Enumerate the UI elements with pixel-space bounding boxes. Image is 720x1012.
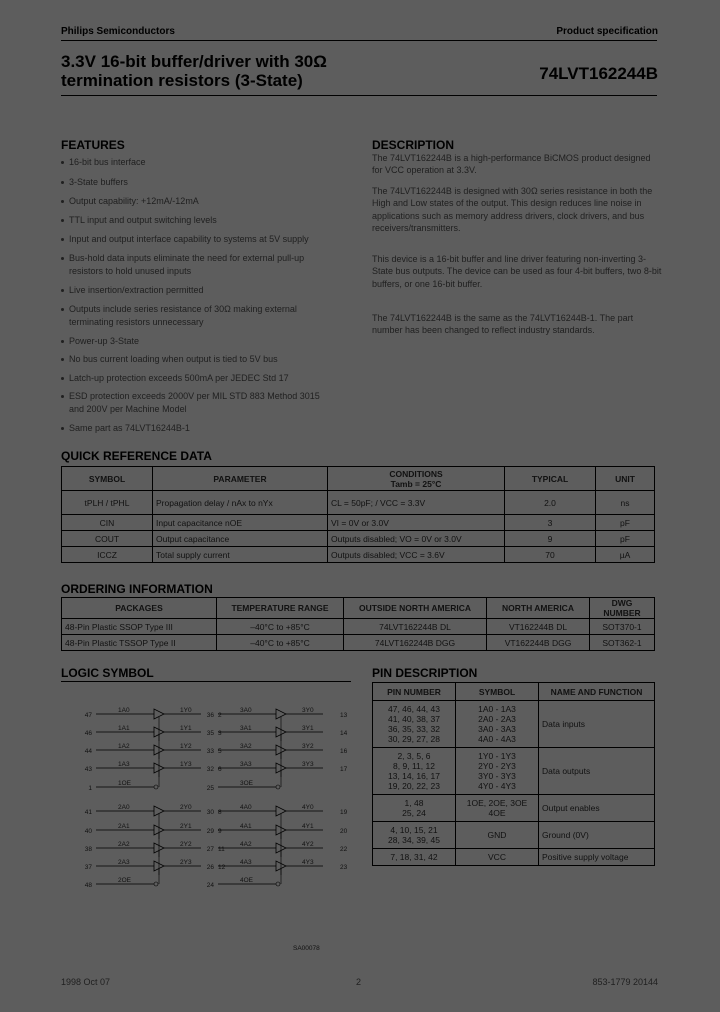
- pin-number-label: 44: [84, 748, 92, 755]
- pin-number-label: 23: [340, 864, 348, 871]
- pin-number-line: 13, 14, 16, 17: [388, 771, 440, 781]
- feature-text: Input and output interface capability to systems at 5V supply: [69, 234, 309, 244]
- ordering-cell: 74LVT162244B DGG: [344, 635, 487, 651]
- qr-cell-parameter: Total supply current: [153, 547, 328, 563]
- output-signal-label: 3Y1: [302, 725, 314, 732]
- ordering-cell: 74LVT162244B DL: [344, 619, 487, 635]
- pin-col-number: PIN NUMBER: [373, 683, 456, 701]
- table-row: [373, 849, 655, 866]
- pin-symbol-cell: [456, 822, 539, 849]
- logic-heading-rule: [61, 681, 351, 682]
- conditions-label: CONDITIONS: [389, 468, 443, 479]
- description-para-3: This device is a 16-bit buffer and line driver featuring non-inverting 3-State bus outputs. The device can be used as four 4-bit buffers, two 8-bit buffers, or one 16-bit buffer.: [372, 254, 662, 289]
- output-signal-label: 2Y0: [180, 804, 192, 811]
- pin-number-line: 2, 3, 5, 6: [397, 751, 431, 761]
- col-typical: TYPICAL: [505, 467, 596, 491]
- qr-cell-unit: ns: [596, 491, 655, 515]
- pin-number-label: 24: [206, 882, 214, 889]
- output-signal-label: 2Y1: [180, 823, 192, 830]
- ordering-cell: 48-Pin Plastic TSSOP Type II: [62, 635, 217, 651]
- pin-number-label: 36: [206, 712, 214, 719]
- pin-number-line: 4, 10, 15, 21: [390, 825, 438, 835]
- pin-symbol-line: 3A0 - 3A3: [478, 724, 516, 734]
- quick-reference-table: [61, 466, 655, 563]
- pin-number-line: 25, 24: [402, 808, 426, 818]
- pin-number-label: 16: [340, 748, 348, 755]
- pin-number-label: 33: [206, 748, 214, 755]
- bullet-icon: [61, 161, 64, 164]
- ordering-cell: SOT362-1: [590, 635, 655, 651]
- input-signal-label: 4A3: [240, 859, 252, 866]
- input-signal-label: 3A3: [240, 761, 252, 768]
- ordering-cell: –40°C to +85°C: [217, 635, 344, 651]
- bullet-icon: [61, 181, 64, 184]
- pin-numbers-cell: [373, 795, 456, 822]
- ordering-col: DWG NUMBER: [590, 598, 655, 619]
- feature-item: [61, 233, 309, 245]
- pin-symbol-line: 2Y0 - 2Y3: [478, 761, 516, 771]
- input-signal-label: 1A1: [118, 725, 130, 732]
- pin-col-function: NAME AND FUNCTION: [539, 683, 655, 701]
- bullet-icon: [61, 308, 64, 311]
- pin-symbol-line: 2A0 - 2A3: [478, 714, 516, 724]
- feature-text: Latch-up protection exceeds 500mA per JEDEC Std 17: [69, 373, 289, 383]
- pin-symbol-cell: [456, 795, 539, 822]
- pin-number-label: 14: [340, 730, 348, 737]
- pin-number-line: 8, 9, 11, 12: [393, 761, 435, 771]
- qr-cell-typical: 2.0: [505, 491, 596, 515]
- bullet-icon: [61, 358, 64, 361]
- input-signal-label: 3OE: [240, 780, 254, 787]
- output-signal-label: 1Y2: [180, 743, 192, 750]
- pin-number-line: 47, 46, 44, 43: [388, 704, 440, 714]
- pin-number-label: 19: [340, 809, 348, 816]
- pin-number-label: 30: [206, 809, 214, 816]
- qr-cell-symbol: tPLH / tPHL: [62, 491, 153, 515]
- pin-number-label: 5: [218, 748, 222, 755]
- pin-number-label: 22: [340, 846, 348, 853]
- output-signal-label: 1Y0: [180, 707, 192, 714]
- table-row: [62, 515, 655, 531]
- footer-page: 2: [356, 977, 362, 987]
- input-signal-label: 1A0: [118, 707, 130, 714]
- inversion-bubble-icon: [276, 882, 280, 886]
- pin-symbol-line: 4A0 - 4A3: [478, 734, 516, 744]
- pin-symbol-line: GND: [487, 830, 507, 840]
- qr-cell-conditions: CL = 50pF; / VCC = 3.3V: [328, 491, 505, 515]
- input-signal-label: 2A0: [118, 804, 130, 811]
- pin-number-label: 48: [84, 882, 92, 889]
- pin-col-symbol: SYMBOL: [456, 683, 539, 701]
- feature-text: No bus current loading when output is tied to 5V bus: [69, 354, 278, 364]
- qr-cell-conditions: VI = 0V or 3.0V: [328, 515, 505, 531]
- pin-number-label: 37: [84, 864, 92, 871]
- pin-symbol-line: 4Y0 - 4Y3: [478, 781, 516, 791]
- feature-text: 3-State buffers: [69, 177, 128, 187]
- title-rule: [61, 95, 657, 96]
- bullet-icon: [61, 427, 64, 430]
- input-signal-label: 4A2: [240, 841, 252, 848]
- pin-numbers-cell: [373, 748, 456, 795]
- table-row: [62, 531, 655, 547]
- pin-function-cell: Positive supply voltage: [539, 849, 655, 866]
- company-name: Philips Semiconductors: [61, 26, 175, 37]
- pin-description-heading: PIN DESCRIPTION: [372, 666, 478, 680]
- pin-number-label: 9: [218, 828, 222, 835]
- feature-text: TTL input and output switching levels: [69, 215, 217, 225]
- output-signal-label: 2Y2: [180, 841, 192, 848]
- pin-number-label: 41: [84, 809, 92, 816]
- pin-function-cell: Output enables: [539, 795, 655, 822]
- pin-number-label: 17: [340, 766, 348, 773]
- figure-code-label: SA00078: [293, 945, 320, 952]
- pin-symbol-line: 1A0 - 1A3: [478, 704, 516, 714]
- bullet-icon: [61, 289, 64, 292]
- qr-cell-parameter: Output capacitance: [153, 531, 328, 547]
- feature-text: Same part as 74LVT16244B-1: [69, 423, 190, 433]
- pin-number-label: 35: [206, 730, 214, 737]
- inversion-bubble-icon: [276, 785, 280, 789]
- qr-cell-typical: 3: [505, 515, 596, 531]
- output-signal-label: 4Y3: [302, 859, 314, 866]
- qr-cell-conditions: Outputs disabled; VO = 0V or 3.0V: [328, 531, 505, 547]
- ordering-col: PACKAGES: [62, 598, 217, 619]
- feature-item: [61, 372, 289, 384]
- input-signal-label: 3A1: [240, 725, 252, 732]
- input-signal-label: 2A2: [118, 841, 130, 848]
- col-symbol: SYMBOL: [62, 467, 153, 491]
- pin-number-label: 20: [340, 828, 348, 835]
- feature-text: and 200V per Machine Model: [69, 404, 187, 414]
- pin-number-line: 30, 29, 27, 28: [388, 734, 440, 744]
- pin-symbol-cell: [456, 701, 539, 748]
- table-row: [373, 795, 655, 822]
- pin-number-label: 40: [84, 828, 92, 835]
- pin-number-line: 36, 35, 33, 32: [388, 724, 440, 734]
- footer-code: 853-1779 20144: [592, 977, 658, 987]
- col-parameter: PARAMETER: [153, 467, 328, 491]
- qr-cell-symbol: CIN: [62, 515, 153, 531]
- features-heading: FEATURES: [61, 138, 125, 152]
- title-line-1: 3.3V 16-bit buffer/driver with 30Ω: [61, 52, 327, 71]
- qr-cell-conditions: Outputs disabled; VCC = 3.6V: [328, 547, 505, 563]
- qr-cell-symbol: COUT: [62, 531, 153, 547]
- ordering-col: OUTSIDE NORTH AMERICA: [344, 598, 487, 619]
- pin-number-label: 43: [84, 766, 92, 773]
- title-line-2: termination resistors (3-State): [61, 71, 303, 90]
- pin-number-label: 29: [206, 828, 214, 835]
- pin-number-label: 3: [218, 730, 222, 737]
- table-row: [62, 635, 655, 651]
- feature-text: Bus-hold data inputs eliminate the need for external pull-up: [69, 253, 305, 263]
- feature-text: terminating resistors unnecessary: [69, 317, 204, 327]
- feature-item: [61, 284, 204, 296]
- footer-date: 1998 Oct 07: [61, 977, 111, 987]
- pin-number-label: 32: [206, 766, 214, 773]
- pin-function-cell: Data inputs: [539, 701, 655, 748]
- pin-number-label: 47: [84, 712, 92, 719]
- feature-item: [69, 403, 187, 415]
- feature-item: [61, 214, 217, 226]
- output-signal-label: 3Y2: [302, 743, 314, 750]
- pin-description-table: [372, 682, 655, 866]
- pin-symbol-line: 1Y0 - 1Y3: [478, 751, 516, 761]
- pin-numbers-cell: [373, 849, 456, 866]
- input-signal-label: 3A0: [240, 707, 252, 714]
- feature-item: [61, 156, 146, 168]
- col-conditions: [328, 467, 505, 491]
- pin-numbers-cell: [373, 822, 456, 849]
- table-row: [373, 822, 655, 849]
- feature-item: [61, 335, 139, 347]
- bullet-icon: [61, 219, 64, 222]
- input-signal-label: 1A3: [118, 761, 130, 768]
- qr-cell-unit: pF: [596, 515, 655, 531]
- qr-cell-parameter: Input capacitance nOE: [153, 515, 328, 531]
- pin-symbol-cell: [456, 849, 539, 866]
- pin-function-cell: Data outputs: [539, 748, 655, 795]
- pin-symbol-line: 1OE, 2OE, 3OE: [466, 798, 528, 808]
- ordering-cell: VT162244B DL: [487, 619, 590, 635]
- input-signal-label: 4A0: [240, 804, 252, 811]
- output-signal-label: 3Y3: [302, 761, 314, 768]
- feature-item: [61, 422, 190, 434]
- ordering-heading: ORDERING INFORMATION: [61, 582, 213, 596]
- bullet-icon: [61, 257, 64, 260]
- inversion-bubble-icon: [154, 785, 158, 789]
- pin-number-line: 28, 34, 39, 45: [388, 835, 440, 845]
- pin-number-label: 13: [340, 712, 348, 719]
- input-signal-label: 1A2: [118, 743, 130, 750]
- pin-function-cell: Ground (0V): [539, 822, 655, 849]
- qr-cell-symbol: ICCZ: [62, 547, 153, 563]
- bullet-icon: [61, 238, 64, 241]
- pin-number-label: 1: [88, 785, 92, 792]
- qr-cell-unit: pF: [596, 531, 655, 547]
- document-type: Product specification: [556, 26, 658, 37]
- output-signal-label: 4Y0: [302, 804, 314, 811]
- description-heading: DESCRIPTION: [372, 138, 455, 152]
- input-signal-label: 2OE: [118, 877, 132, 884]
- bullet-icon: [61, 340, 64, 343]
- col-unit: UNIT: [596, 467, 655, 491]
- pin-number-label: 25: [206, 785, 214, 792]
- pin-number-label: 6: [218, 766, 222, 773]
- output-signal-label: 1Y1: [180, 725, 192, 732]
- output-signal-label: 4Y1: [302, 823, 314, 830]
- output-signal-label: 3Y0: [302, 707, 314, 714]
- pin-symbol-line: 4OE: [488, 808, 506, 818]
- pin-number-label: 38: [84, 846, 92, 853]
- ordering-cell: –40°C to +85°C: [217, 619, 344, 635]
- ordering-cell: VT162244B DGG: [487, 635, 590, 651]
- pin-symbol-cell: [456, 748, 539, 795]
- qr-cell-typical: 9: [505, 531, 596, 547]
- ordering-cell: SOT370-1: [590, 619, 655, 635]
- pin-number-label: 2: [218, 712, 222, 719]
- input-signal-label: 2A3: [118, 859, 130, 866]
- pin-number-label: 26: [206, 864, 214, 871]
- pin-number-label: 46: [84, 730, 92, 737]
- feature-text: Outputs include series resistance of 30Ω making external: [69, 304, 297, 314]
- table-row: [373, 748, 655, 795]
- feature-item: [61, 303, 297, 315]
- feature-text: Live insertion/extraction permitted: [69, 285, 204, 295]
- table-row: [62, 491, 655, 515]
- pin-number-line: 19, 20, 22, 23: [388, 781, 440, 791]
- ordering-col: NORTH AMERICA: [487, 598, 590, 619]
- pin-number-label: 12: [218, 864, 226, 871]
- part-number: 74LVT162244B: [539, 64, 658, 83]
- description-para-2: The 74LVT162244B is designed with 30Ω series resistance in both the High and Low states of the output. This design reduces line noise in applications such as memory address drivers, clock drivers, and bus receivers/transmitters.: [372, 186, 653, 233]
- feature-text: Power-up 3-State: [69, 336, 140, 346]
- output-signal-label: 4Y2: [302, 841, 314, 848]
- header-rule: [61, 40, 657, 41]
- output-signal-label: 2Y3: [180, 859, 192, 866]
- pin-number-line: 7, 18, 31, 42: [390, 852, 438, 862]
- pin-symbol-line: VCC: [488, 852, 506, 862]
- logic-symbol-heading: LOGIC SYMBOL: [61, 666, 154, 680]
- pin-number-line: 1, 48: [404, 798, 424, 808]
- input-signal-label: 1OE: [118, 780, 132, 787]
- input-signal-label: 3A2: [240, 743, 252, 750]
- quick-reference-heading: QUICK REFERENCE DATA: [61, 449, 212, 463]
- tamb-label: Tamb = 25°C: [390, 478, 442, 489]
- input-signal-label: 4A1: [240, 823, 252, 830]
- input-signal-label: 4OE: [240, 877, 254, 884]
- pin-symbol-line: 3Y0 - 3Y3: [478, 771, 516, 781]
- pin-number-line: 41, 40, 38, 37: [388, 714, 440, 724]
- description-para-1: The 74LVT162244B is a high-performance BiCMOS product designed for VCC operation at 3.3V.: [372, 153, 651, 176]
- feature-item: [69, 265, 191, 277]
- feature-item: [61, 176, 128, 188]
- ordering-cell: 48-Pin Plastic SSOP Type III: [62, 619, 217, 635]
- pin-number-label: 27: [206, 846, 214, 853]
- table-row: [62, 547, 655, 563]
- pin-numbers-cell: [373, 701, 456, 748]
- bullet-icon: [61, 377, 64, 380]
- description-para-4: The 74LVT162244B is the same as the 74LVT16244B-1. The part number has been changed to reflect industry standards.: [372, 313, 634, 336]
- output-signal-label: 1Y3: [180, 761, 192, 768]
- bullet-icon: [61, 200, 64, 203]
- feature-text: resistors to hold unused inputs: [69, 266, 192, 276]
- qr-cell-parameter: Propagation delay / nAx to nYx: [153, 491, 328, 515]
- pin-number-label: 8: [218, 809, 222, 816]
- qr-cell-typical: 70: [505, 547, 596, 563]
- input-signal-label: 2A1: [118, 823, 130, 830]
- qr-cell-unit: µA: [596, 547, 655, 563]
- logic-symbol-diagram: [78, 700, 348, 960]
- feature-text: 16-bit bus interface: [69, 157, 146, 167]
- feature-item: [61, 390, 320, 402]
- feature-item: [61, 353, 278, 365]
- table-row: [373, 701, 655, 748]
- ordering-col: TEMPERATURE RANGE: [217, 598, 344, 619]
- feature-text: Output capability: +12mA/-12mA: [69, 196, 199, 206]
- feature-text: ESD protection exceeds 2000V per MIL STD 883 Method 3015: [69, 391, 320, 401]
- feature-item: [61, 195, 199, 207]
- table-row: [62, 619, 655, 635]
- pin-number-label: 11: [218, 846, 225, 853]
- inversion-bubble-icon: [154, 882, 158, 886]
- feature-item: [69, 316, 204, 328]
- ordering-table: [61, 597, 655, 651]
- feature-item: [61, 252, 304, 264]
- bullet-icon: [61, 395, 64, 398]
